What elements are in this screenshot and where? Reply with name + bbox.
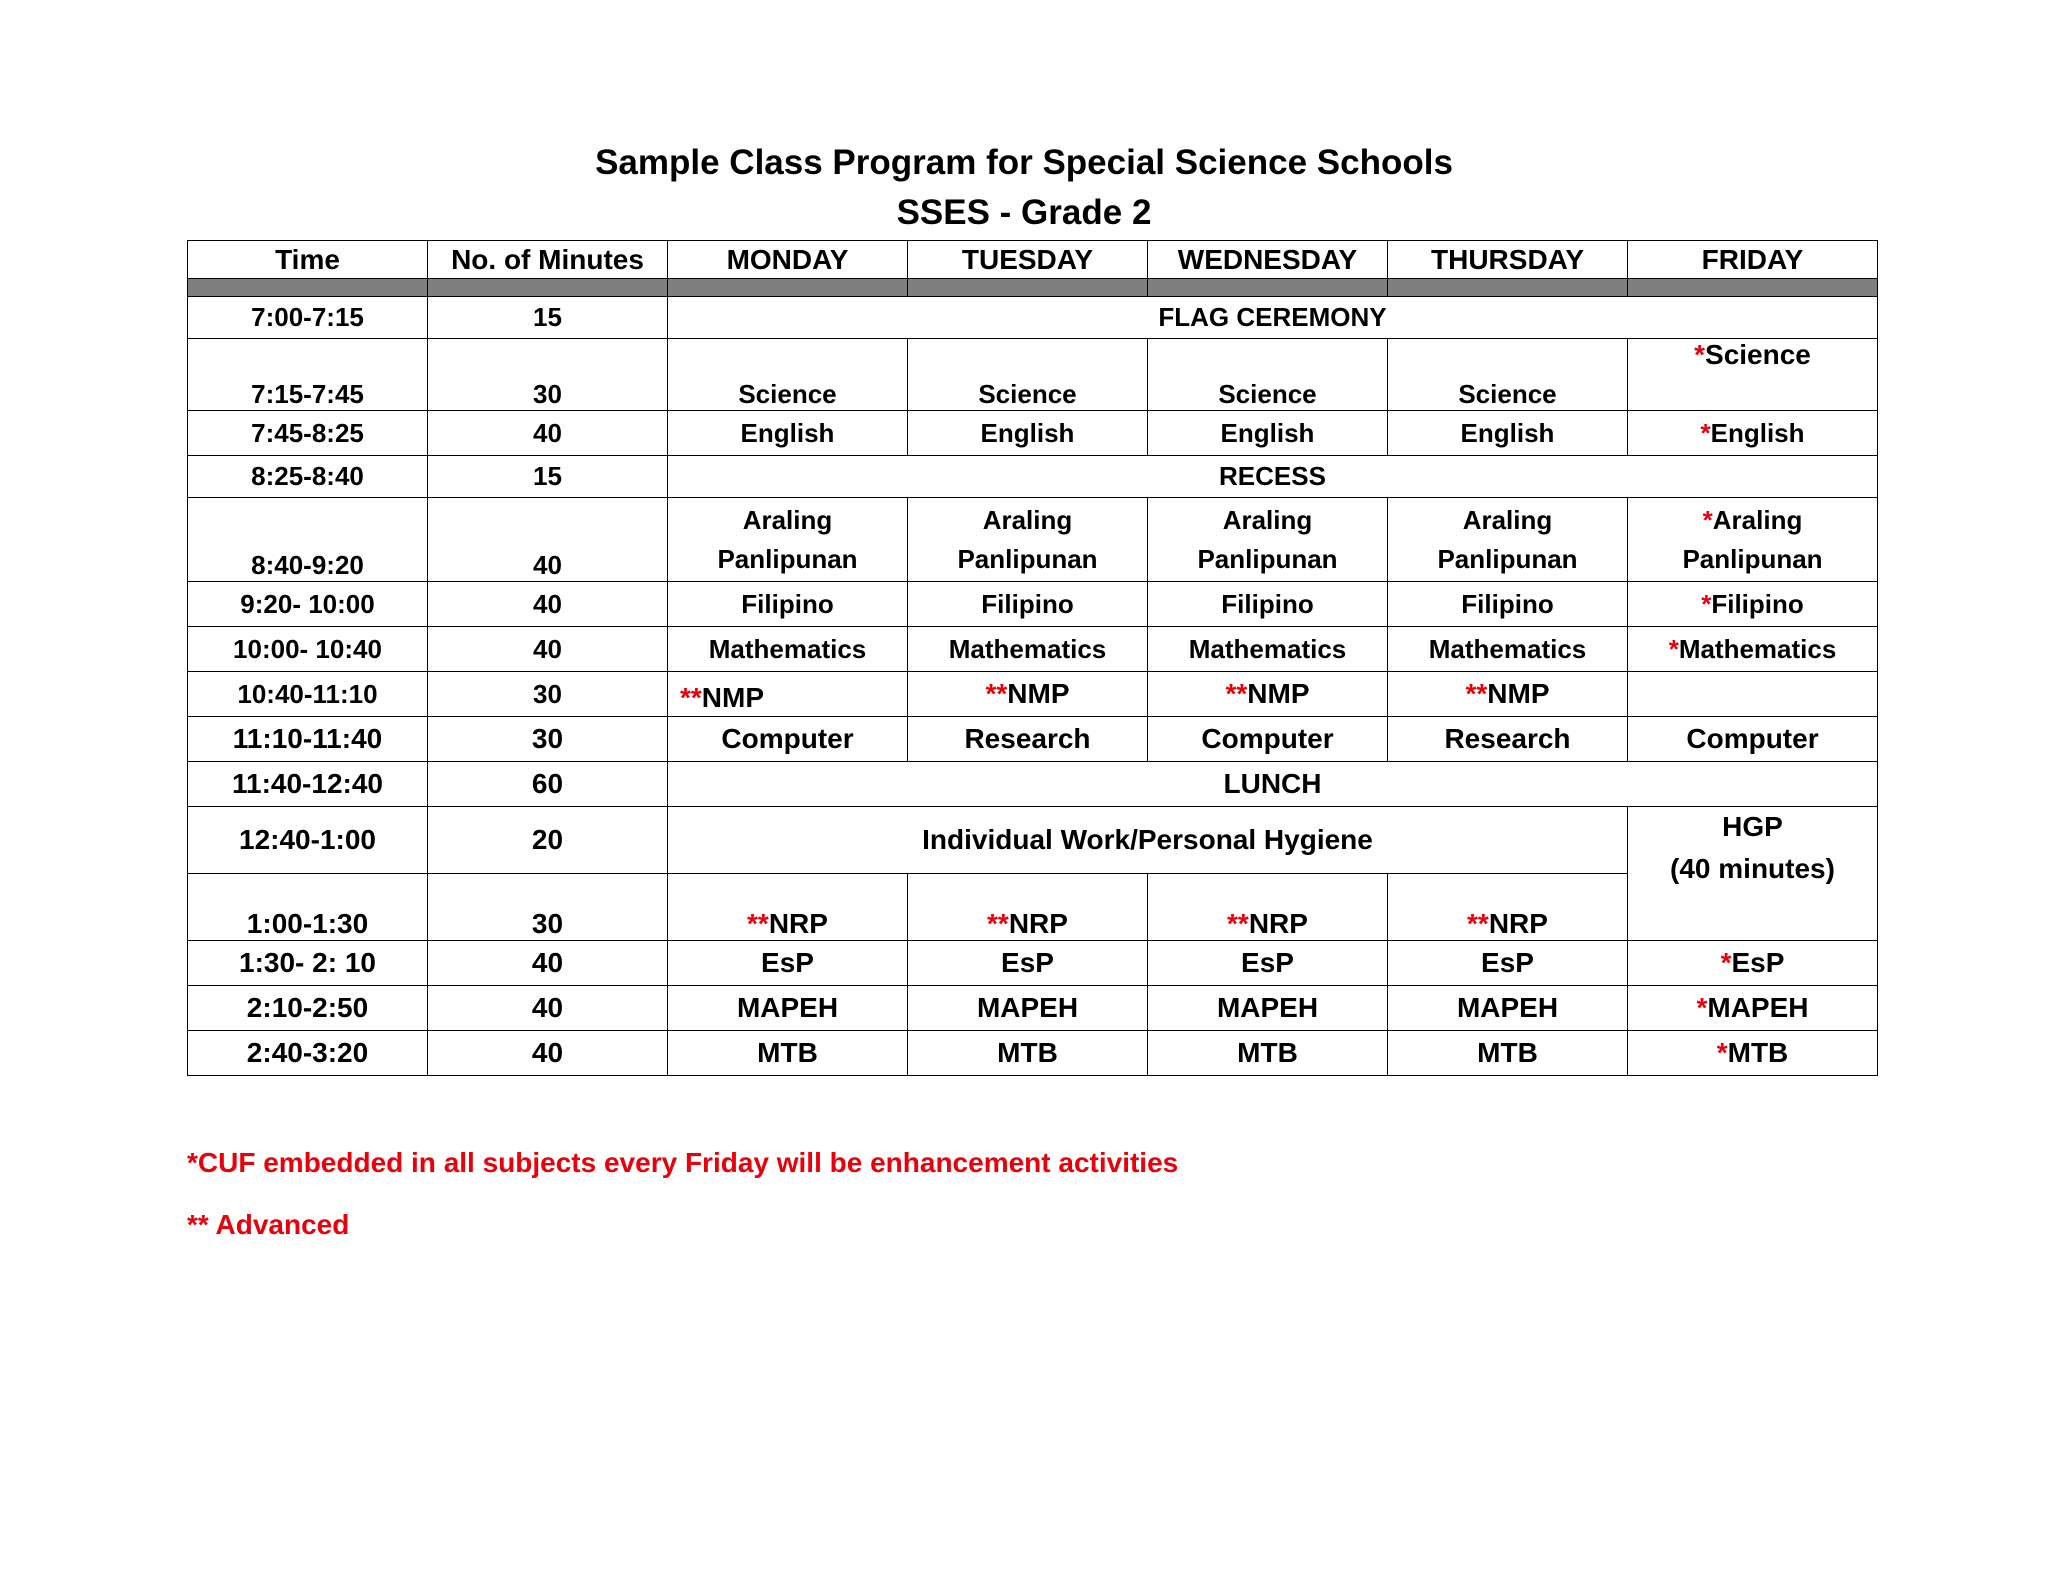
header-wednesday: WEDNESDAY <box>1148 241 1388 279</box>
table-row <box>188 339 1878 411</box>
time-cell: 10:00- 10:40 <box>188 627 428 672</box>
header-tuesday: TUESDAY <box>908 241 1148 279</box>
thursday-cell: MAPEH <box>1388 986 1628 1031</box>
friday-subject: Science <box>1705 339 1811 370</box>
asterisk-mark: ** <box>1467 908 1489 939</box>
minutes-cell: 40 <box>428 627 668 672</box>
asterisk-mark: ** <box>1227 908 1249 939</box>
footnote-advanced: ** Advanced <box>187 1209 350 1240</box>
minutes-cell: 30 <box>428 672 668 717</box>
table-row <box>188 411 1878 456</box>
thursday-cell <box>1388 874 1628 941</box>
wednesday-subject: NMP <box>1247 678 1310 709</box>
asterisk-mark: ** <box>1465 678 1488 709</box>
minutes-cell: 20 <box>428 807 668 874</box>
friday-cell <box>1628 627 1878 672</box>
subject-line-1: Araling <box>982 504 1073 535</box>
wednesday-cell <box>1148 874 1388 941</box>
minutes-cell: 40 <box>428 411 668 456</box>
monday-cell: Science <box>668 339 908 411</box>
asterisk-mark: * <box>1696 992 1708 1023</box>
time-cell: 1:00-1:30 <box>188 874 428 941</box>
header-minutes: No. of Minutes <box>428 241 668 279</box>
header-band <box>188 279 1878 297</box>
wednesday-cell: Science <box>1148 339 1388 411</box>
subject-line-1: Araling <box>742 504 833 535</box>
asterisk-mark: ** <box>987 908 1009 939</box>
wednesday-cell: English <box>1148 411 1388 456</box>
wednesday-cell: EsP <box>1148 941 1388 986</box>
table-row <box>188 1031 1878 1076</box>
wednesday-cell: Filipino <box>1148 582 1388 627</box>
friday-cell <box>1628 672 1878 717</box>
wednesday-subject: NRP <box>1248 908 1308 939</box>
monday-cell: Filipino <box>668 582 908 627</box>
tuesday-subject: NMP <box>1007 678 1070 709</box>
table-row <box>188 498 1878 582</box>
recess-cell: RECESS <box>668 456 1878 498</box>
table-row <box>188 986 1878 1031</box>
time-cell: 2:40-3:20 <box>188 1031 428 1076</box>
friday-cell <box>1628 582 1878 627</box>
minutes-cell: 40 <box>428 986 668 1031</box>
tuesday-cell: Science <box>908 339 1148 411</box>
time-cell: 7:15-7:45 <box>188 339 428 411</box>
time-cell: 9:20- 10:00 <box>188 582 428 627</box>
header-time: Time <box>188 241 428 279</box>
tuesday-cell: Filipino <box>908 582 1148 627</box>
table-row <box>188 297 1878 339</box>
monday-cell <box>668 498 908 582</box>
table-row <box>188 627 1878 672</box>
wednesday-cell: Computer <box>1148 717 1388 762</box>
page-subtitle: SSES - Grade 2 <box>896 193 1152 232</box>
friday-subject: Filipino <box>1711 588 1804 619</box>
table-row <box>188 456 1878 498</box>
time-cell: 11:10-11:40 <box>188 717 428 762</box>
minutes-cell: 30 <box>428 874 668 941</box>
friday-cell <box>1628 339 1878 411</box>
table-row <box>188 582 1878 627</box>
subject-line-2: Panlipunan <box>1197 543 1338 574</box>
thursday-subject: NRP <box>1488 908 1548 939</box>
tuesday-subject: NRP <box>1008 908 1068 939</box>
time-cell: 1:30- 2: 10 <box>188 941 428 986</box>
monday-cell <box>668 874 908 941</box>
wednesday-cell <box>1148 672 1388 717</box>
thursday-subject: NMP <box>1487 678 1550 709</box>
hgp-label: HGP <box>1722 811 1783 842</box>
tuesday-cell: Research <box>908 717 1148 762</box>
subject-line-2: Panlipunan <box>1437 543 1578 574</box>
friday-subject: Mathematics <box>1678 633 1837 664</box>
subject-line-1: Araling <box>1462 504 1553 535</box>
monday-subject: NRP <box>768 908 828 939</box>
thursday-cell <box>1388 672 1628 717</box>
time-cell: 11:40-12:40 <box>188 762 428 807</box>
friday-cell: Computer <box>1628 717 1878 762</box>
monday-cell: Mathematics <box>668 627 908 672</box>
header-thursday: THURSDAY <box>1388 241 1628 279</box>
asterisk-mark: * <box>1694 339 1706 370</box>
individual-work-cell: Individual Work/Personal Hygiene <box>668 807 1628 874</box>
minutes-cell: 15 <box>428 456 668 498</box>
time-cell: 2:10-2:50 <box>188 986 428 1031</box>
subject-line-2: Panlipunan <box>957 543 1098 574</box>
minutes-cell: 40 <box>428 498 668 582</box>
friday-subject: MAPEH <box>1707 992 1809 1023</box>
flag-ceremony-cell: FLAG CEREMONY <box>668 297 1878 339</box>
table-row <box>188 941 1878 986</box>
friday-cell <box>1628 941 1878 986</box>
friday-subject: MTB <box>1727 1037 1789 1068</box>
time-cell: 12:40-1:00 <box>188 807 428 874</box>
wednesday-cell: MTB <box>1148 1031 1388 1076</box>
header-monday: MONDAY <box>668 241 908 279</box>
minutes-cell: 40 <box>428 941 668 986</box>
minutes-cell: 40 <box>428 1031 668 1076</box>
monday-cell <box>668 672 908 717</box>
time-cell: 10:40-11:10 <box>188 672 428 717</box>
thursday-cell: Filipino <box>1388 582 1628 627</box>
tuesday-cell <box>908 498 1148 582</box>
asterisk-mark: ** <box>1225 678 1248 709</box>
header-friday: FRIDAY <box>1628 241 1878 279</box>
minutes-cell: 30 <box>428 339 668 411</box>
asterisk-mark: * <box>1700 417 1711 448</box>
subject-line-1: Araling <box>1712 504 1803 535</box>
header-row <box>188 241 1878 279</box>
asterisk-mark: ** <box>680 682 702 713</box>
asterisk-mark: * <box>1716 1037 1728 1068</box>
friday-cell <box>1628 498 1878 582</box>
asterisk-mark: ** <box>747 908 769 939</box>
minutes-cell: 30 <box>428 717 668 762</box>
thursday-cell: Mathematics <box>1388 627 1628 672</box>
friday-subject: EsP <box>1731 947 1785 978</box>
time-cell: 8:25-8:40 <box>188 456 428 498</box>
table-row <box>188 874 1878 941</box>
tuesday-cell: English <box>908 411 1148 456</box>
lunch-cell: LUNCH <box>668 762 1878 807</box>
tuesday-cell <box>908 672 1148 717</box>
friday-hgp-cell <box>1628 807 1878 941</box>
time-cell: 7:00-7:15 <box>188 297 428 339</box>
thursday-cell <box>1388 498 1628 582</box>
minutes-cell: 60 <box>428 762 668 807</box>
wednesday-cell <box>1148 498 1388 582</box>
table-row <box>188 672 1878 717</box>
thursday-cell: MTB <box>1388 1031 1628 1076</box>
page-title: Sample Class Program for Special Science Schools <box>595 143 1453 182</box>
thursday-cell: EsP <box>1388 941 1628 986</box>
table-row <box>188 807 1878 874</box>
monday-cell: EsP <box>668 941 908 986</box>
thursday-cell: Science <box>1388 339 1628 411</box>
monday-cell: MAPEH <box>668 986 908 1031</box>
tuesday-cell: MTB <box>908 1031 1148 1076</box>
tuesday-cell: EsP <box>908 941 1148 986</box>
tuesday-cell <box>908 874 1148 941</box>
footnote-cuf: *CUF embedded in all subjects every Friday will be enhancement activities <box>187 1147 1179 1178</box>
asterisk-mark: * <box>1668 633 1679 664</box>
hgp-duration: (40 minutes) <box>1670 853 1835 884</box>
wednesday-cell: MAPEH <box>1148 986 1388 1031</box>
table-row <box>188 762 1878 807</box>
time-cell: 8:40-9:20 <box>188 498 428 582</box>
minutes-cell: 40 <box>428 582 668 627</box>
friday-cell <box>1628 1031 1878 1076</box>
class-schedule-table <box>187 240 1878 1076</box>
minutes-cell: 15 <box>428 297 668 339</box>
asterisk-mark: * <box>1701 588 1712 619</box>
wednesday-cell: Mathematics <box>1148 627 1388 672</box>
thursday-cell: Research <box>1388 717 1628 762</box>
asterisk-mark: * <box>1720 947 1732 978</box>
monday-cell: MTB <box>668 1031 908 1076</box>
monday-cell: English <box>668 411 908 456</box>
tuesday-cell: MAPEH <box>908 986 1148 1031</box>
monday-subject: NMP <box>701 682 765 713</box>
asterisk-mark: ** <box>985 678 1008 709</box>
subject-line-2: Panlipunan <box>1682 543 1823 574</box>
friday-cell <box>1628 411 1878 456</box>
thursday-cell: English <box>1388 411 1628 456</box>
subject-line-1: Araling <box>1222 504 1313 535</box>
asterisk-mark: * <box>1702 504 1713 535</box>
table-row <box>188 717 1878 762</box>
friday-subject: English <box>1710 417 1805 448</box>
monday-cell: Computer <box>668 717 908 762</box>
subject-line-2: Panlipunan <box>717 543 858 574</box>
tuesday-cell: Mathematics <box>908 627 1148 672</box>
time-cell: 7:45-8:25 <box>188 411 428 456</box>
friday-cell <box>1628 986 1878 1031</box>
